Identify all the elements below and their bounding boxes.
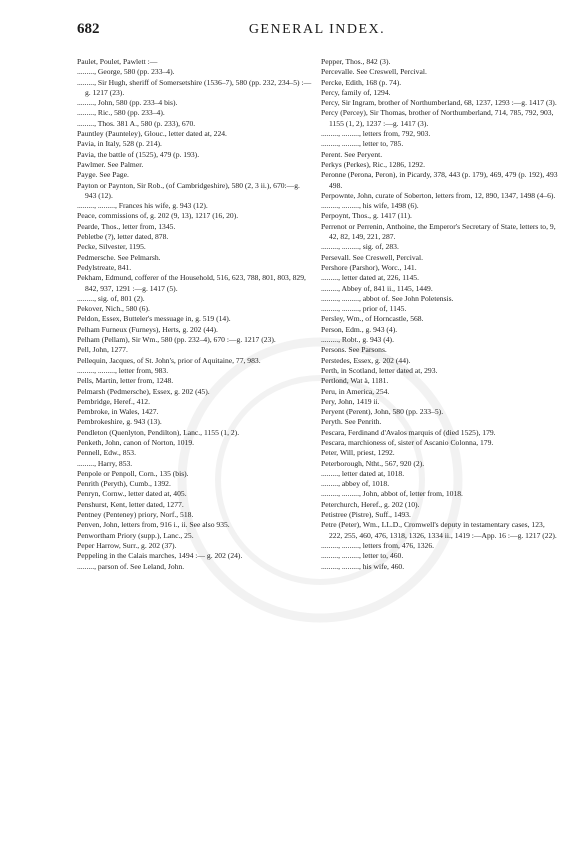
index-entry: Peterchurch, Heref., g. 202 (10). <box>321 499 420 509</box>
index-entry: Penpole or Penpoll, Corn., 135 (bis). <box>77 468 189 478</box>
index-entry: Pelham Furneux (Furneys), Herts, g. 202 (44). <box>77 324 218 334</box>
index-entry: ........., sig. of, 801 (2). <box>77 293 145 303</box>
index-entry: Pauntley (Paunteley), Glouc., letter dated at, 224. <box>77 129 227 139</box>
index-entry: Percy, Sir Ingram, brother of Northumberland, 68, 1237, 1293 :—g. 1417 (3). <box>321 98 557 108</box>
index-entry: ........., George, 580 (pp. 233–4). <box>77 67 175 77</box>
index-entry: Percevalle. See Creswell, Percival. <box>321 67 427 77</box>
index-entry: Pepper, Thos., 842 (3). <box>321 57 391 66</box>
index-entry: ........., ........., letter to, 460. <box>321 551 404 561</box>
index-entry: Pavia, the battle of (1525), 479 (p. 193). <box>77 149 200 159</box>
index-entry: ........., parson of. See Leland, John. <box>77 561 185 571</box>
index-entry: Peterborough, Ntht., 567, 920 (2). <box>321 458 425 468</box>
index-entry: Penryn, Cornw., letter dated at, 405. <box>77 489 187 499</box>
index-entry: Petre (Peter), Wm., LL.D., Cromwell's deputy in testamentary cases, 123, 222, 255, 460, 476, 1318, 1326, 1334 ii., 1419 :—App. 16 :—g. 1217 (22). <box>321 520 557 540</box>
index-entry: Peppeling in the Calais marches, 1494 :— g. 202 (24). <box>77 551 243 561</box>
index-entry: Pentney (Penteney) priory, Norf., 518. <box>77 510 194 520</box>
page-header <box>77 21 557 39</box>
index-entry: Pedylstreate, 841. <box>77 262 132 272</box>
index-entry: Persons. See Parsons. <box>321 345 387 355</box>
index-entry: Pery, John, 1419 ii. <box>321 396 380 406</box>
index-entry: Paulet, Poulet, Pawlett :— <box>77 57 158 66</box>
index-entry: Peryth. See Penrith. <box>321 417 382 427</box>
index-entry: Pedmersche. See Pelmarsh. <box>77 252 161 262</box>
left-index-column <box>77 57 313 572</box>
index-entry: Payge. See Page. <box>77 170 129 180</box>
index-entry: Pecke, Silvester, 1195. <box>77 242 146 252</box>
index-entry: Peryent (Perent), John, 580 (pp. 233–5). <box>321 407 444 417</box>
index-entry: Pellequin, Jacques, of St. John's, prior of Aquitaine, 77, 983. <box>77 355 261 365</box>
index-entry: Percy, family of, 1294. <box>321 87 391 97</box>
page-number: 682 <box>77 21 100 37</box>
index-entry: Penketh, John, canon of Norton, 1019. <box>77 437 195 447</box>
index-entry: ........., Sir Hugh, sheriff of Somersetshire (1536–7), 580 (pp. 232, 234–5) :— g. 1217 (23). <box>77 77 312 97</box>
index-entry: Pertlond, Wat à, 1181. <box>321 376 389 386</box>
index-entry: Percke, Edith, 168 (p. 74). <box>321 77 402 87</box>
index-entry: Pennell, Edw., 853. <box>77 448 136 458</box>
index-entry: Peter, Will, priest, 1292. <box>321 448 395 458</box>
index-entry: Persley, Wm., of Horncastle, 568. <box>321 314 424 324</box>
index-entry: Pavia, in Italy, 528 (p. 214). <box>77 139 162 149</box>
index-entry: Pekover, Nich., 580 (6). <box>77 304 150 314</box>
index-entry: Pelham (Pellam), Sir Wm., 580 (pp. 232–4), 670 :—g. 1217 (23). <box>77 335 276 345</box>
index-entry: ........., letter dated at, 226, 1145. <box>321 273 419 283</box>
index-entry: ........., ........., letter from, 983. <box>77 365 169 375</box>
index-entry: Peper Harrow, Surr., g. 202 (37). <box>77 540 177 550</box>
index-entry: ........., ........., his wife, 1498 (6). <box>321 201 419 211</box>
index-entry: ........., ........., letter to, 785. <box>321 139 404 149</box>
index-entry: ........., ........., prior of, 1145. <box>321 304 407 314</box>
index-entry: Pershore (Parshor), Worc., 141. <box>321 262 417 272</box>
index-entry: Peldon, Essex, Butteler's messuage in, g. 519 (14). <box>77 314 231 324</box>
index-entry: Petistree (Pistre), Suff., 1493. <box>321 510 411 520</box>
right-index-column <box>321 57 559 572</box>
index-entry: Pescara, Ferdinand d'Avalos marquis of (died 1525), 179. <box>321 427 496 437</box>
index-entry: Penven, John, letters from, 916 i., ii. See also 935. <box>77 520 230 530</box>
index-entry: Pawlmer. See Palmer. <box>77 159 144 169</box>
index-entry: Perstedes, Essex, g. 202 (44). <box>321 355 411 365</box>
index-entry: Peru, in America, 254. <box>321 386 390 396</box>
index-entry: Peace, commissions of, g. 202 (9, 13), 1217 (16, 20). <box>77 211 239 221</box>
index-entry: Penrith (Peryth), Cumb., 1392. <box>77 479 171 489</box>
index-entry: Perpownte, John, curate of Soberton, letters from, 12, 890, 1347, 1498 (4–6). <box>321 190 556 200</box>
index-entry: Person, Edm., g. 943 (4). <box>321 324 398 334</box>
index-entry: ........., Abbey of, 841 ii., 1145, 1449. <box>321 283 433 293</box>
index-entry: ........., ........., letters from, 792, 903. <box>321 129 431 139</box>
index-entry: Perpoynt, Thos., g. 1417 (11). <box>321 211 412 221</box>
index-entry: Peronne (Perona, Peron), in Picardy, 378, 443 (p. 179), 469, 479 (p. 192), 493 498. <box>321 170 558 190</box>
index-entry: ........., ........., sig. of, 283. <box>321 242 399 252</box>
index-entry: Pell, John, 1277. <box>77 345 128 355</box>
index-entry: Pescara, marchioness of, sister of Ascanio Colonna, 179. <box>321 437 494 447</box>
index-entry: Payton or Paynton, Sir Rob., (of Cambridgeshire), 580 (2, 3 ii.), 670:—g. 943 (12). <box>77 180 300 200</box>
index-entry: Perth, in Scotland, letter dated at, 293. <box>321 365 438 375</box>
index-entry: Penwortham Priory (supp.), Lanc., 25. <box>77 530 194 540</box>
index-entry: ........., Ric., 580 (pp. 233–4). <box>77 108 165 118</box>
index-entry: Percy (Percey), Sir Thomas, brother of Northumberland, 714, 785, 792, 903, 1155 (1, 2), 1237 :—g. 1417 (3). <box>321 108 554 128</box>
index-entry: ........., ........., letters from, 476, 1326. <box>321 540 435 550</box>
page-title: GENERAL INDEX. <box>248 22 386 37</box>
index-entry: Pembrokeshire, g. 943 (13). <box>77 417 162 427</box>
index-entry: ........., Harry, 853. <box>77 458 133 468</box>
index-entry: ........., Robt., g. 943 (4). <box>321 335 394 345</box>
index-entry: Pembroke, in Wales, 1427. <box>77 407 159 417</box>
index-entry: Pekham, Edmund, cofferer of the Household, 516, 623, 788, 801, 803, 829, 842, 937, 1291 :—g. 1417 (5). <box>77 273 306 293</box>
index-entry: Pearde, Thos., letter from, 1345. <box>77 221 176 231</box>
index-entry: ........., ........., Frances his wife, g. 943 (12). <box>77 201 208 211</box>
index-entry: Pelmarsh (Pedmersche), Essex, g. 202 (45). <box>77 386 210 396</box>
index-entry: ........., Thos. 381 A., 580 (p. 233), 670. <box>77 118 196 128</box>
index-entry: ........., John, 580 (pp. 233–4 bis). <box>77 98 178 108</box>
index-entry: Penshurst, Kent, letter dated, 1277. <box>77 499 184 509</box>
index-entry: ........., abbey of, 1018. <box>321 479 390 489</box>
index-entry: Perrenot or Perrenin, Anthoine, the Emperor's Secretary of State, letters to, 9, 42, 82, 149, 221, 287. <box>321 221 556 242</box>
index-entry: ........., letter dated at, 1018. <box>321 468 405 478</box>
index-entry: ........., ........., abbot of. See John Poletensis. <box>321 293 454 303</box>
index-entry: Pembridge, Heref., 412. <box>77 396 150 406</box>
index-entry: ........., ........., John, abbot of, letter from, 1018. <box>321 489 463 499</box>
index-entry: Pells, Martin, letter from, 1248. <box>77 376 174 386</box>
index-entry: Perent. See Peryent. <box>321 149 383 159</box>
index-entry: Perkys (Perkes), Ric., 1286, 1292. <box>321 159 425 169</box>
index-entry: Pendleton (Quenlyton, Pendilton), Lanc., 1155 (1, 2). <box>77 427 240 437</box>
index-entry: ........., ........., his wife, 460. <box>321 561 405 571</box>
index-entry: Pebletbe (?), letter dated, 878. <box>77 232 169 242</box>
index-entry: Persevall. See Creswell, Percival. <box>321 252 424 262</box>
